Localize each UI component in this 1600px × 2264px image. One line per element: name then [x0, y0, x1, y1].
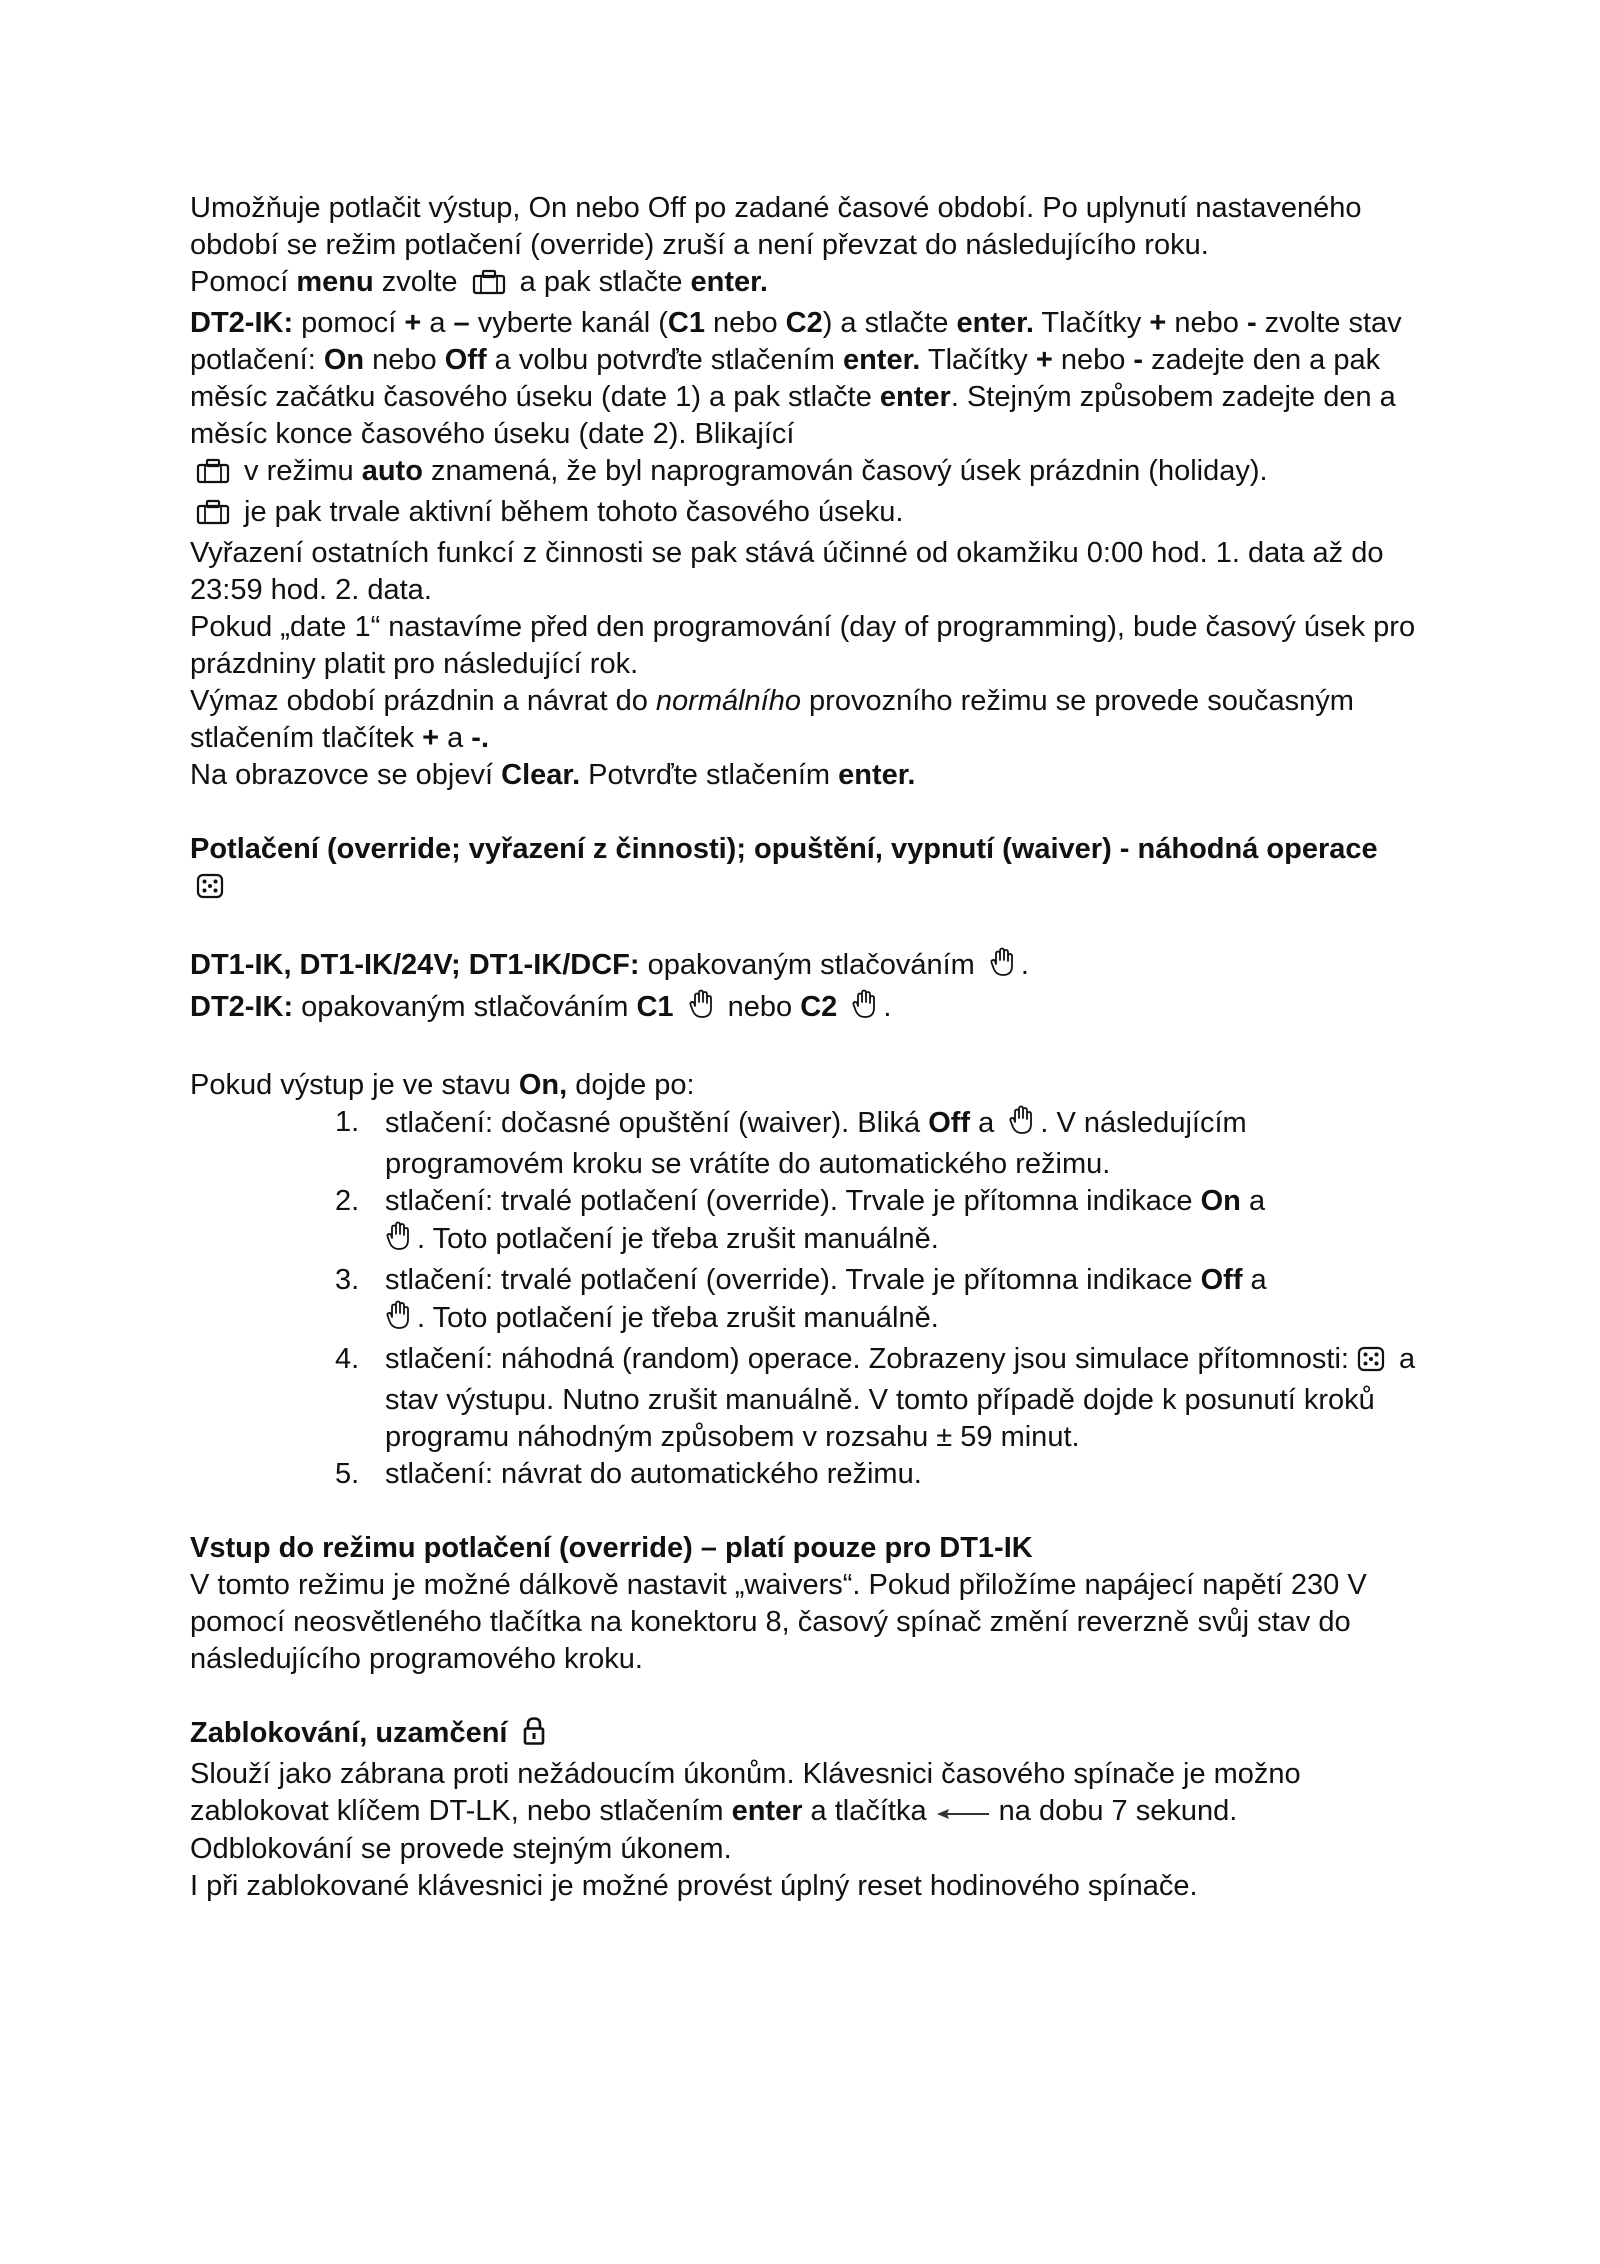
lock-heading: Zablokování, uzamčení: [190, 1715, 1420, 1756]
override-intro: Pokud výstup je ve stavu On, dojde po:: [190, 1069, 695, 1101]
spacer: [190, 1030, 1420, 1067]
padlock-icon: [522, 1716, 546, 1756]
holiday-active-note: je pak trvale aktivní během tohoto časového úseku.: [190, 494, 1420, 535]
suitcase-icon: [196, 498, 230, 535]
holiday-dt2-instructions: DT2-IK: pomocí + a – vyberte kanál (C1 nebo C2) a stlačte enter. Tlačítky + nebo - zvolte stav potlačení: On nebo Off a volbu potvrďte stlačením enter. Tlačítky + nebo - zadejte den a pak měsíc začátku časového úseku (date 1) a pak stlačte enter. Stejným způsobem zadejte den a měsíc konce časového úseku (date 2). Blikající: [190, 307, 1402, 450]
list-item: 5. stlačení: návrat do automatického režimu.: [335, 1458, 922, 1490]
suitcase-icon: [472, 268, 506, 305]
holiday-select-instruction: Pomocí menu zvolte a pak stlačte enter.: [190, 264, 1420, 305]
spacer: [190, 909, 1420, 946]
holiday-next-year-note: Pokud „date 1“ nastavíme před den programování (day of programming), bude časový úsek pro prázdniny platit pro následující rok.: [190, 611, 1416, 680]
dice-icon: [1357, 1345, 1385, 1382]
holiday-intro: Umožňuje potlačit výstup, On nebo Off po zadané časové období. Po uplynutí nastaveného období se režim potlačení (override) zruší a není převzat do následujícího roku.: [190, 192, 1362, 261]
remote-override-heading: Vstup do režimu potlačení (override) – platí pouze pro DT1-IK: [190, 1532, 1033, 1564]
lock-text: Slouží jako zábrana proti nežádoucím úkonům. Klávesnici časového spínače je možno zablokovat klíčem DT-LK, nebo stlačením enter a tlačítka na dobu 7 sekund.: [190, 1756, 1420, 1831]
hand-icon: [385, 1299, 411, 1341]
holiday-clear-instruction: Výmaz období prázdnin a návrat do normálního provozního režimu se provede současným stlačením tlačítek + a -.: [190, 685, 1354, 754]
holiday-effective-range: Vyřazení ostatních funkcí z činnosti se pak stává účinné od okamžiku 0:00 hod. 1. data až do 23:59 hod. 2. data.: [190, 537, 1384, 606]
spacer: [190, 794, 1420, 831]
list-item: 4. stlačení: náhodná (random) operace. Zobrazeny jsou simulace přítomnosti: a stav výstupu. Nutno zrušit manuálně. V tomto případě dojde k posunutí kroků programu náhodným způsobem v rozsahu ± 59 minut.: [335, 1343, 1416, 1453]
spacer: [190, 1678, 1420, 1715]
hand-icon: [989, 946, 1015, 988]
override-steps-list: [190, 1104, 1420, 1493]
unlock-text: Odblokování se provede stejným úkonem.: [190, 1832, 732, 1865]
dice-icon: [196, 872, 224, 909]
document-page: [190, 190, 1420, 1905]
override-heading: Potlačení (override; vyřazení z činnosti); opuštění, vypnutí (waiver) - náhodná operace: [190, 831, 1420, 909]
hand-icon: [385, 1220, 411, 1262]
override-dt2-line: DT2-IK: opakovaným stlačováním C1 nebo C2 .: [190, 988, 1420, 1030]
left-arrow-icon: [935, 1794, 991, 1831]
hand-icon: [688, 988, 714, 1030]
hand-icon: [1008, 1104, 1034, 1146]
override-dt1-line: DT1-IK, DT1-IK/24V; DT1-IK/DCF: opakovaným stlačováním .: [190, 946, 1420, 988]
list-item: 1. stlačení: dočasné opuštění (waiver). Bliká Off a . V následujícím programovém kroku se vrátíte do automatického režimu.: [335, 1106, 1247, 1180]
list-item: 2. stlačení: trvalé potlačení (override). Trvale je přítomna indikace On a . Toto potlačení je třeba zrušit manuálně.: [190, 1183, 1420, 1262]
reset-note: I při zablokované klávesnici je možné provést úplný reset hodinového spínače.: [190, 1869, 1198, 1902]
list-item: 3. stlačení: trvalé potlačení (override). Trvale je přítomna indikace Off a . Toto potlačení je třeba zrušit manuálně.: [190, 1262, 1420, 1341]
holiday-blinking-note: v režimu auto znamená, že byl naprogramován časový úsek prázdnin (holiday).: [190, 453, 1420, 494]
suitcase-icon: [196, 457, 230, 494]
holiday-clear-confirm: Na obrazovce se objeví Clear. Potvrďte stlačením enter.: [190, 759, 916, 791]
remote-override-text: V tomto režimu je možné dálkově nastavit „waivers“. Pokud přiložíme napájecí napětí 230 V pomocí neosvětleného tlačítka na konektoru 8, časový spínač změní reverzně svůj stav do následujícího programového kroku.: [190, 1569, 1367, 1675]
hand-icon: [851, 988, 877, 1030]
spacer: [190, 1493, 1420, 1530]
